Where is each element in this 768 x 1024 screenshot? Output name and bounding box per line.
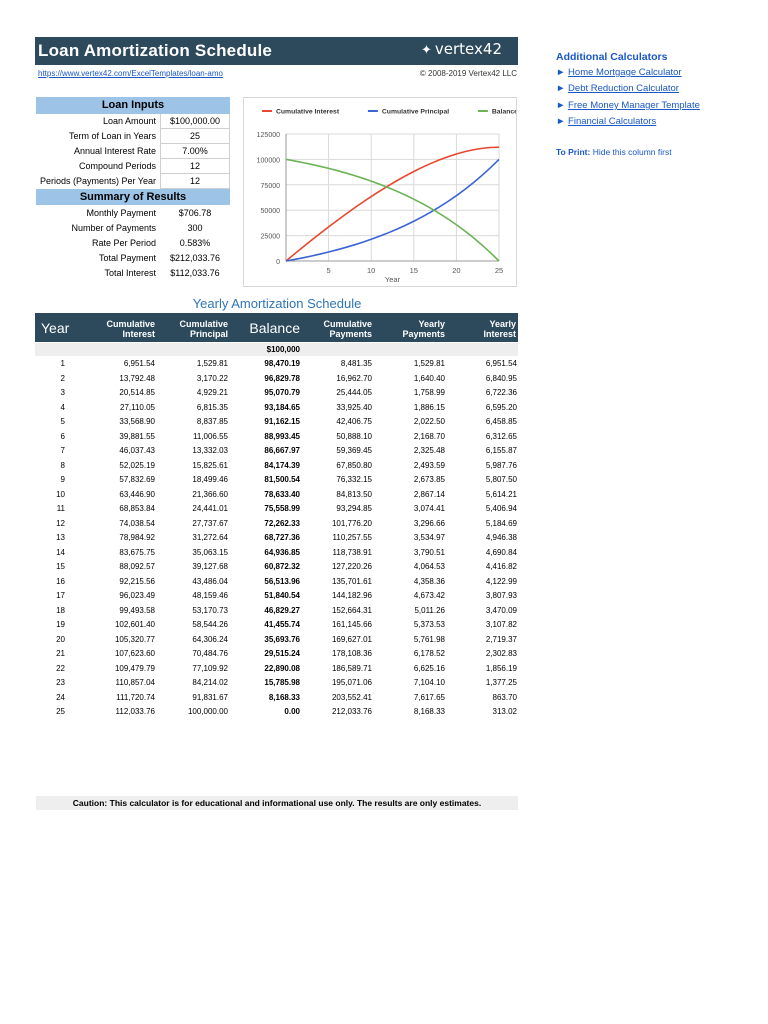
cell-cum-payments: 50,888.10 bbox=[336, 431, 372, 441]
cell-yearly-payments: 8,168.33 bbox=[413, 707, 445, 716]
cell-balance: 98,470.19 bbox=[264, 359, 300, 368]
cell-balance: 68,727.36 bbox=[264, 533, 300, 542]
cell-balance: 64,936.85 bbox=[264, 547, 300, 557]
table-row bbox=[35, 443, 518, 458]
y-tick-label: 75000 bbox=[260, 182, 280, 190]
cell-yearly-interest: 4,690.84 bbox=[485, 547, 517, 557]
cell-balance: 95,070.79 bbox=[264, 388, 300, 397]
cell-year: 3 bbox=[60, 388, 65, 397]
cell-cum-interest: 39,881.55 bbox=[119, 431, 155, 441]
result-value: 300 bbox=[187, 223, 203, 233]
cell-year: 19 bbox=[56, 620, 65, 629]
cell-yearly-interest: 5,406.94 bbox=[485, 504, 517, 513]
loan-inputs-heading: Loan Inputs bbox=[36, 97, 230, 114]
cell-cum-interest: 99,493.58 bbox=[119, 605, 155, 615]
print-text: Hide this column first bbox=[592, 147, 672, 157]
cell-yearly-interest: 6,840.95 bbox=[485, 373, 517, 383]
cell-yearly-interest: 2,302.83 bbox=[485, 649, 517, 658]
cell-cum-principal: 100,000.00 bbox=[187, 707, 228, 716]
cell-yearly-interest: 5,807.50 bbox=[485, 475, 517, 484]
cell-yearly-payments: 7,104.10 bbox=[413, 678, 445, 687]
cell-year: 1 bbox=[60, 359, 65, 368]
cell-cum-principal: 84,214.02 bbox=[192, 678, 228, 687]
cell-year: 20 bbox=[56, 634, 65, 644]
x-tick-label: 15 bbox=[409, 266, 418, 275]
cell-cum-payments: 76,332.15 bbox=[336, 475, 372, 484]
header-cum-payments: Cumulative Payments bbox=[323, 319, 372, 339]
cell-yearly-payments: 4,064.53 bbox=[413, 562, 445, 571]
cell-cum-interest: 33,568.90 bbox=[119, 417, 155, 426]
arrow-right-icon: ► bbox=[556, 116, 566, 127]
loan-term-input[interactable]: 25 bbox=[160, 129, 230, 144]
table-row bbox=[35, 545, 518, 560]
y-tick-label: 0 bbox=[276, 259, 280, 266]
amortization-chart bbox=[243, 97, 517, 287]
cell-yearly-payments: 5,011.26 bbox=[414, 605, 445, 615]
cell-balance: 46,829.27 bbox=[264, 605, 300, 615]
cell-cum-interest: 52,025.19 bbox=[119, 460, 155, 470]
copyright-text: © 2008-2019 Vertex42 LLC bbox=[419, 69, 517, 78]
cell-year: 17 bbox=[56, 591, 65, 600]
cell-yearly-payments: 1,886.15 bbox=[413, 402, 445, 412]
cell-cum-interest: 109,479.79 bbox=[114, 663, 155, 673]
periods-per-year-input[interactable]: 12 bbox=[160, 174, 230, 189]
cell-cum-principal: 64,306.24 bbox=[192, 634, 228, 644]
cell-cum-interest: 112,033.76 bbox=[115, 707, 155, 716]
result-row-rate-per-period bbox=[36, 236, 230, 251]
cell-year: 7 bbox=[60, 446, 65, 455]
vertex42-logo bbox=[421, 40, 502, 58]
cell-cum-payments: 84,813.50 bbox=[336, 489, 372, 499]
cell-cum-principal: 21,366.60 bbox=[192, 489, 228, 499]
table-row bbox=[35, 356, 518, 371]
input-row-term bbox=[36, 129, 230, 144]
cell-yearly-interest: 863.70 bbox=[492, 692, 517, 702]
input-row-loan-amount bbox=[36, 114, 230, 129]
cell-yearly-interest: 6,722.36 bbox=[485, 388, 517, 397]
table-row bbox=[35, 574, 518, 589]
cell-yearly-payments: 5,761.98 bbox=[413, 634, 445, 644]
cell-year: 12 bbox=[56, 518, 65, 528]
table-row bbox=[35, 487, 518, 502]
header-yearly-payments: Yearly Payments bbox=[402, 319, 445, 339]
cell-cum-interest: 20,514.85 bbox=[119, 388, 155, 397]
cell-cum-principal: 91,831.67 bbox=[192, 692, 228, 702]
cell-yearly-interest: 4,416.82 bbox=[485, 562, 517, 571]
cell-balance: 15,785.98 bbox=[264, 678, 300, 687]
cell-balance: 60,872.32 bbox=[264, 562, 300, 571]
cell-year: 13 bbox=[56, 533, 65, 542]
cell-cum-payments: 42,406.75 bbox=[336, 417, 372, 426]
table-row bbox=[35, 429, 518, 444]
input-label: Loan Amount bbox=[102, 116, 156, 126]
caution-note: Caution: This calculator is for educational and informational use only. The results are only estimates. bbox=[36, 796, 518, 810]
cell-cum-principal: 35,063.15 bbox=[192, 547, 228, 557]
cell-cum-principal: 1,529.81 bbox=[196, 359, 228, 368]
cell-year: 9 bbox=[60, 475, 65, 484]
cell-balance: 84,174.39 bbox=[264, 460, 300, 470]
loan-amount-input[interactable]: $100,000.00 bbox=[160, 114, 230, 129]
link-label[interactable]: Debt Reduction Calculator bbox=[568, 83, 679, 94]
cell-balance: 91,162.15 bbox=[264, 417, 300, 426]
cell-cum-principal: 58,544.26 bbox=[192, 620, 228, 629]
cell-balance: 56,513.96 bbox=[264, 576, 300, 586]
header-cum-interest: Cumulative Interest bbox=[106, 319, 155, 339]
cell-year: 25 bbox=[56, 707, 65, 716]
cell-balance: 93,184.65 bbox=[264, 402, 300, 412]
cell-year: 15 bbox=[56, 562, 65, 571]
cell-balance: 35,693.76 bbox=[264, 634, 300, 644]
input-label: Compound Periods bbox=[78, 161, 156, 171]
cell-cum-principal: 15,825.61 bbox=[192, 460, 228, 470]
cell-balance: 0.00 bbox=[284, 707, 300, 716]
cell-cum-payments: 93,294.85 bbox=[336, 504, 372, 513]
cell-yearly-payments: 2,168.70 bbox=[413, 431, 445, 441]
cell-balance: 78,633.40 bbox=[264, 489, 300, 499]
cell-year: 4 bbox=[60, 402, 65, 412]
cell-cum-interest: 88,092.57 bbox=[119, 562, 155, 571]
template-url-link[interactable]: https://www.vertex42.com/ExcelTemplates/loan-amo bbox=[38, 69, 223, 78]
x-tick-label: 5 bbox=[326, 266, 331, 275]
cell-cum-payments: 152,664.31 bbox=[331, 605, 372, 615]
result-row-total-interest bbox=[36, 266, 230, 281]
result-value: $706.78 bbox=[178, 208, 212, 218]
cell-yearly-payments: 2,493.59 bbox=[413, 460, 445, 470]
schedule-body bbox=[35, 356, 518, 719]
header-cum-principal: Cumulative Principal bbox=[179, 319, 228, 339]
input-label: Annual Interest Rate bbox=[73, 146, 156, 156]
cell-yearly-payments: 6,625.16 bbox=[413, 663, 445, 673]
cell-yearly-interest: 6,155.87 bbox=[485, 446, 517, 455]
cell-yearly-payments: 1,529.81 bbox=[413, 359, 445, 368]
table-row bbox=[35, 371, 518, 386]
result-row-total-payment bbox=[36, 251, 230, 266]
cell-balance: 22,890.08 bbox=[264, 663, 300, 673]
cell-year: 14 bbox=[56, 547, 65, 557]
print-note bbox=[556, 147, 672, 157]
cell-yearly-payments: 2,022.50 bbox=[413, 417, 445, 426]
input-label: Periods (Payments) Per Year bbox=[39, 176, 156, 186]
y-tick-label: 100000 bbox=[256, 157, 280, 165]
cell-cum-interest: 110,857.04 bbox=[115, 678, 155, 687]
link-free-money-manager-template[interactable] bbox=[556, 100, 700, 111]
cell-year: 24 bbox=[56, 692, 65, 702]
cell-yearly-payments: 2,867.14 bbox=[413, 489, 445, 499]
result-label: Total Payment bbox=[98, 253, 156, 263]
cell-cum-payments: 127,220.26 bbox=[331, 562, 372, 571]
cell-balance: 86,667.97 bbox=[264, 446, 300, 455]
result-value: $212,033.76 bbox=[169, 253, 221, 263]
input-row-compound-periods bbox=[36, 159, 230, 174]
cell-yearly-payments: 4,673.42 bbox=[413, 591, 445, 600]
arrow-right-icon: ► bbox=[556, 67, 566, 78]
cell-balance: 29,515.24 bbox=[264, 649, 300, 658]
header-balance: Balance bbox=[249, 320, 300, 336]
cell-yearly-interest: 1,377.25 bbox=[485, 678, 517, 687]
table-row bbox=[35, 632, 518, 647]
cell-balance: 88,993.45 bbox=[264, 431, 300, 441]
cell-cum-principal: 77,109.92 bbox=[192, 663, 228, 673]
cell-cum-payments: 67,850.80 bbox=[336, 460, 372, 470]
table-row bbox=[35, 516, 518, 531]
cell-cum-payments: 25,444.05 bbox=[336, 388, 372, 397]
link-label[interactable]: Home Mortgage Calculator bbox=[568, 67, 682, 78]
cell-cum-interest: 78,984.92 bbox=[119, 533, 155, 542]
cell-yearly-interest: 6,951.54 bbox=[485, 359, 517, 368]
cell-yearly-interest: 313.02 bbox=[492, 707, 517, 716]
cell-balance: 41,455.74 bbox=[264, 620, 300, 629]
cell-yearly-interest: 6,458.85 bbox=[485, 417, 517, 426]
cell-cum-payments: 8,481.35 bbox=[340, 359, 372, 368]
cell-cum-principal: 27,737.67 bbox=[192, 518, 228, 528]
arrow-right-icon: ► bbox=[556, 83, 566, 94]
cell-cum-payments: 161,145.66 bbox=[331, 620, 372, 629]
cell-cum-interest: 63,446.90 bbox=[119, 489, 155, 499]
y-tick-label: 25000 bbox=[260, 233, 280, 241]
table-row bbox=[35, 385, 518, 400]
page-title: Loan Amortization Schedule bbox=[38, 41, 273, 60]
initial-balance: $100,000 bbox=[266, 345, 300, 354]
cell-yearly-payments: 4,358.36 bbox=[413, 576, 445, 586]
x-tick-label: 10 bbox=[367, 266, 376, 275]
cell-cum-principal: 6,815.35 bbox=[196, 402, 228, 412]
table-row bbox=[35, 646, 518, 661]
table-row bbox=[35, 414, 518, 429]
cell-cum-payments: 169,627.01 bbox=[331, 634, 372, 644]
cell-cum-principal: 43,486.04 bbox=[192, 576, 228, 586]
cell-yearly-payments: 1,640.40 bbox=[413, 373, 445, 383]
cell-yearly-payments: 7,617.65 bbox=[413, 692, 445, 702]
cell-yearly-interest: 3,107.82 bbox=[485, 620, 517, 629]
cell-cum-payments: 101,776.20 bbox=[331, 518, 372, 528]
legend-label: Cumulative Principal bbox=[381, 108, 450, 116]
cell-cum-payments: 203,552.41 bbox=[331, 692, 372, 702]
print-label: To Print: bbox=[556, 147, 591, 157]
cell-balance: 8,168.33 bbox=[268, 692, 300, 702]
cell-year: 10 bbox=[56, 489, 65, 499]
cell-cum-interest: 74,038.54 bbox=[119, 518, 155, 528]
cell-cum-principal: 3,170.22 bbox=[196, 373, 228, 383]
series-line-cumulative-interest bbox=[286, 147, 499, 261]
cell-yearly-interest: 1,856.19 bbox=[485, 663, 517, 673]
table-row bbox=[35, 458, 518, 473]
y-tick-label: 125000 bbox=[256, 132, 280, 139]
input-label: Term of Loan in Years bbox=[68, 131, 156, 141]
cell-cum-payments: 16,962.70 bbox=[336, 373, 372, 383]
cell-cum-interest: 27,110.05 bbox=[120, 402, 155, 412]
link-label[interactable]: Financial Calculators bbox=[568, 116, 657, 127]
cell-yearly-payments: 2,325.48 bbox=[413, 446, 445, 455]
result-value: $112,033.76 bbox=[170, 268, 220, 278]
cell-cum-principal: 4,929.21 bbox=[196, 388, 228, 397]
cell-cum-payments: 186,589.71 bbox=[331, 663, 372, 673]
y-tick-label: 50000 bbox=[260, 208, 280, 216]
cell-year: 6 bbox=[60, 431, 65, 441]
cell-yearly-payments: 3,534.97 bbox=[413, 533, 445, 542]
cell-cum-principal: 18,499.46 bbox=[192, 475, 228, 484]
cell-yearly-payments: 1,758.99 bbox=[413, 388, 445, 397]
cell-year: 18 bbox=[56, 605, 65, 615]
cell-year: 2 bbox=[60, 373, 65, 383]
cell-cum-payments: 33,925.40 bbox=[336, 402, 372, 412]
initial-balance-row bbox=[35, 343, 518, 356]
cell-cum-principal: 8,837.85 bbox=[196, 417, 228, 426]
table-row bbox=[35, 530, 518, 545]
legend-label: Balance bbox=[491, 108, 516, 116]
table-row bbox=[35, 704, 518, 719]
header-year: Year bbox=[41, 320, 70, 336]
cell-cum-principal: 48,159.46 bbox=[192, 591, 228, 600]
table-row bbox=[35, 501, 518, 516]
cell-yearly-interest: 4,122.99 bbox=[485, 576, 517, 586]
cell-cum-principal: 39,127.68 bbox=[192, 562, 228, 571]
cell-balance: 96,829.78 bbox=[264, 373, 300, 383]
cell-cum-interest: 96,023.49 bbox=[119, 591, 155, 600]
schedule-title: Yearly Amortization Schedule bbox=[192, 296, 362, 311]
cell-yearly-interest: 5,184.69 bbox=[485, 518, 517, 528]
cell-cum-interest: 107,623.60 bbox=[114, 649, 155, 658]
cell-yearly-payments: 3,074.41 bbox=[413, 504, 445, 513]
cell-cum-payments: 135,701.61 bbox=[331, 576, 372, 586]
cell-yearly-interest: 3,470.09 bbox=[485, 605, 517, 615]
input-row-periods-per-year bbox=[36, 174, 230, 189]
cell-cum-interest: 13,792.48 bbox=[119, 373, 155, 383]
link-financial-calculators[interactable] bbox=[556, 116, 656, 127]
result-label: Number of Payments bbox=[71, 223, 156, 233]
table-row bbox=[35, 617, 518, 632]
cell-yearly-payments: 3,296.66 bbox=[413, 518, 445, 528]
cell-cum-payments: 178,108.36 bbox=[331, 649, 372, 658]
cell-cum-interest: 6,951.54 bbox=[123, 359, 155, 368]
cell-yearly-payments: 6,178.52 bbox=[413, 649, 445, 658]
table-row bbox=[35, 400, 518, 415]
cell-year: 8 bbox=[60, 460, 65, 470]
cell-year: 5 bbox=[60, 417, 65, 426]
x-axis-label: Year bbox=[384, 275, 401, 284]
cell-yearly-payments: 5,373.53 bbox=[413, 620, 445, 629]
cell-cum-interest: 105,320.77 bbox=[114, 634, 155, 644]
interest-rate-input[interactable]: 7.00% bbox=[160, 144, 230, 159]
cell-yearly-interest: 6,312.65 bbox=[485, 431, 517, 441]
link-label[interactable]: Free Money Manager Template bbox=[568, 100, 700, 111]
cell-balance: 51,840.54 bbox=[264, 591, 300, 600]
input-row-interest-rate bbox=[36, 144, 230, 159]
cell-year: 16 bbox=[56, 576, 65, 586]
cell-yearly-interest: 5,987.76 bbox=[485, 460, 517, 470]
cell-cum-principal: 24,441.01 bbox=[192, 504, 228, 513]
cell-cum-principal: 11,006.55 bbox=[193, 431, 228, 441]
cell-cum-interest: 92,215.56 bbox=[119, 576, 155, 586]
cell-cum-payments: 195,071.06 bbox=[331, 678, 372, 687]
chart-canvas bbox=[244, 98, 516, 286]
cell-cum-principal: 70,484.76 bbox=[192, 649, 228, 658]
schedule-header-row bbox=[35, 313, 518, 342]
result-label: Total Interest bbox=[104, 268, 156, 278]
cell-cum-interest: 68,853.84 bbox=[119, 504, 155, 513]
x-tick-label: 20 bbox=[452, 266, 461, 275]
cell-balance: 81,500.54 bbox=[264, 475, 300, 484]
cell-cum-payments: 212,033.76 bbox=[331, 707, 372, 716]
cell-cum-interest: 102,601.40 bbox=[114, 620, 155, 629]
cell-cum-principal: 31,272.64 bbox=[192, 533, 228, 542]
cell-cum-payments: 144,182.96 bbox=[331, 591, 372, 600]
cell-cum-principal: 13,332.03 bbox=[192, 446, 228, 455]
cell-yearly-interest: 2,719.37 bbox=[485, 634, 517, 644]
cell-balance: 72,262.33 bbox=[264, 518, 300, 528]
cell-year: 22 bbox=[56, 663, 65, 673]
additional-calculators-title: Additional Calculators bbox=[556, 51, 668, 63]
cell-year: 11 bbox=[56, 504, 65, 513]
table-row bbox=[35, 690, 518, 705]
cell-cum-principal: 53,170.73 bbox=[192, 605, 228, 615]
cell-cum-interest: 83,675.75 bbox=[119, 547, 155, 557]
logo-mark-icon: ✦ bbox=[421, 43, 432, 58]
cell-balance: 75,558.99 bbox=[264, 504, 300, 513]
result-value: 0.583% bbox=[179, 238, 211, 248]
cell-yearly-interest: 3,807.93 bbox=[485, 591, 517, 600]
result-row-number-of-payments bbox=[36, 221, 230, 236]
compound-periods-input[interactable]: 12 bbox=[160, 159, 230, 174]
table-row bbox=[35, 559, 518, 574]
cell-cum-interest: 111,720.74 bbox=[116, 692, 155, 702]
result-label: Rate Per Period bbox=[91, 238, 156, 248]
cell-cum-payments: 110,257.55 bbox=[332, 533, 372, 542]
cell-year: 23 bbox=[56, 678, 65, 687]
cell-yearly-payments: 3,790.51 bbox=[413, 547, 445, 557]
cell-cum-interest: 46,037.43 bbox=[119, 446, 155, 455]
cell-cum-interest: 57,832.69 bbox=[119, 475, 155, 484]
arrow-right-icon: ► bbox=[556, 100, 566, 111]
table-row bbox=[35, 472, 518, 487]
cell-yearly-payments: 2,673.85 bbox=[413, 475, 445, 484]
table-row bbox=[35, 661, 518, 676]
cell-year: 21 bbox=[56, 649, 65, 658]
table-row bbox=[35, 675, 518, 690]
table-row bbox=[35, 603, 518, 618]
cell-yearly-interest: 4,946.38 bbox=[485, 533, 517, 542]
result-row-monthly-payment bbox=[36, 206, 230, 221]
result-label: Monthly Payment bbox=[86, 208, 156, 218]
summary-heading: Summary of Results bbox=[36, 189, 230, 205]
cell-yearly-interest: 6,595.20 bbox=[485, 402, 517, 412]
cell-cum-payments: 118,738.91 bbox=[332, 547, 372, 557]
logo-text: vertex42 bbox=[434, 40, 502, 58]
link-debt-reduction-calculator[interactable] bbox=[556, 83, 679, 94]
legend-label: Cumulative Interest bbox=[276, 108, 340, 116]
x-tick-label: 25 bbox=[494, 266, 504, 275]
link-home-mortgage-calculator[interactable] bbox=[556, 67, 682, 78]
header-yearly-interest: Yearly Interest bbox=[483, 319, 516, 339]
cell-yearly-interest: 5,614.21 bbox=[485, 489, 517, 499]
cell-cum-payments: 59,369.45 bbox=[336, 446, 372, 455]
table-row bbox=[35, 588, 518, 603]
